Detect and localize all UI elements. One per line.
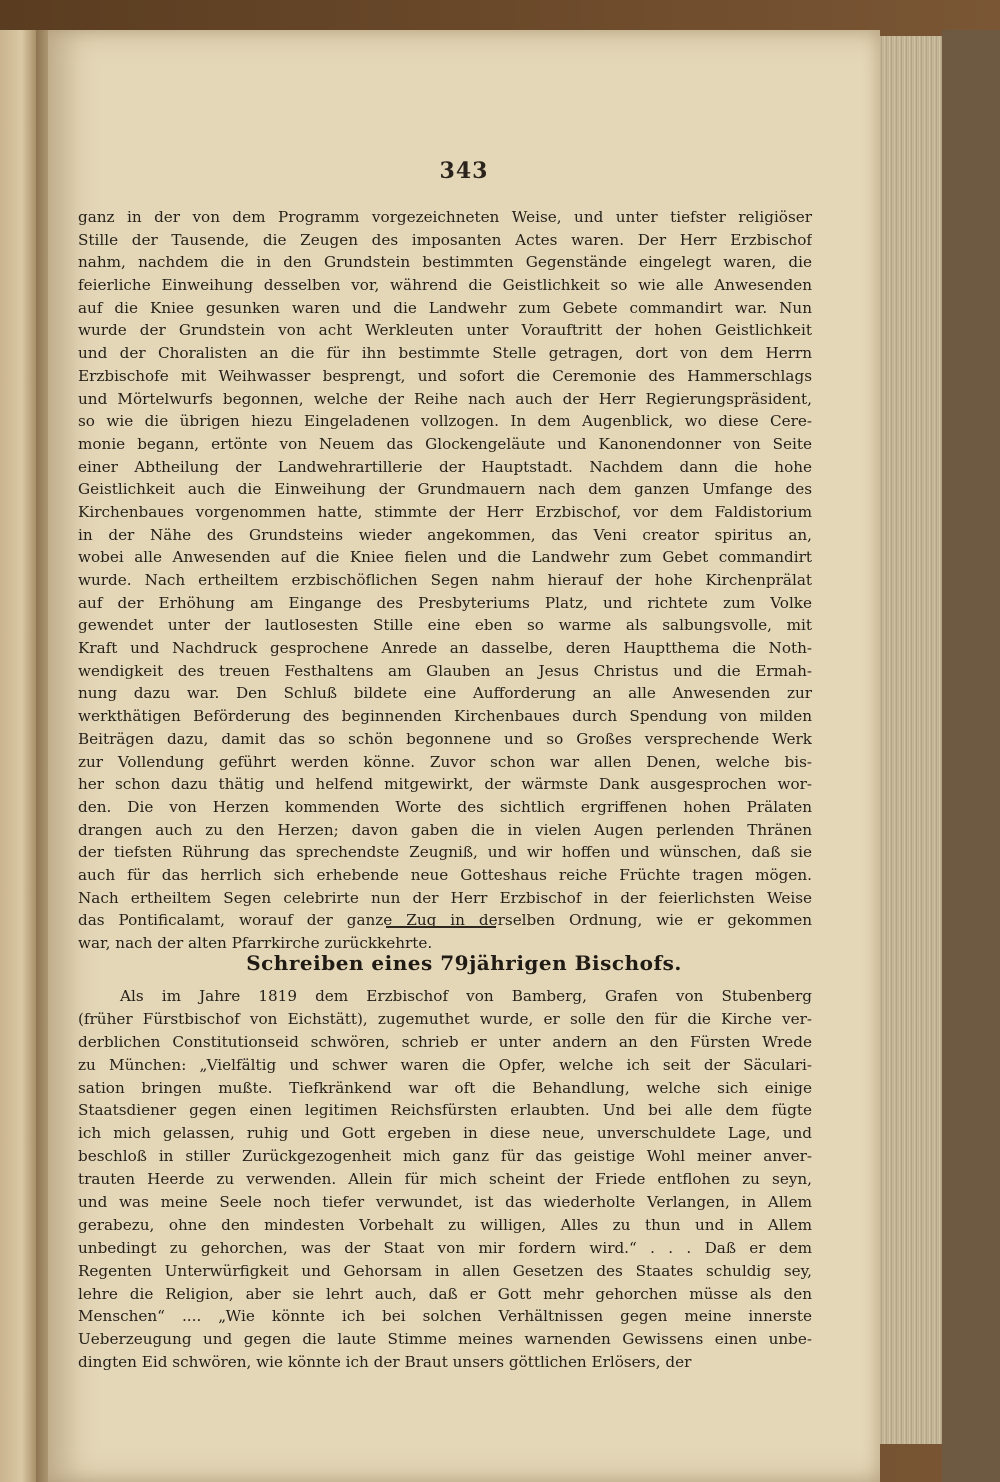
text-line: Erzbischofe mit Weihwasser besprengt, und sofort die Ceremonie des Hammerschlags [78,366,812,385]
text-line: Ueberzeugung und gegen die laute Stimme meines warnenden Gewissens einen unbe- [78,1330,812,1349]
text-line: Regenten Unterwürfigkeit und Gehorsam in allen Gesetzen des Staates schuldig sey, [78,1261,812,1280]
page-number: 343 [439,158,489,184]
text-line: zur Vollendung geführt werden könne. Zuvor schon war allen Denen, welche bis- [78,752,812,771]
text-line: drangen auch zu den Herzen; davon gaben die in vielen Augen perlenden Thränen [78,820,812,839]
text-line: Kraft und Nachdruck gesprochene Anrede an dasselbe, deren Hauptthema die Noth- [78,639,812,658]
text-line: trauten Heerde zu verwenden. Allein für mich scheint der Friede entflohen zu seyn, [78,1170,812,1189]
text-line: der tiefsten Rührung das sprechendste Zeugniß, und wir hoffen und wünschen, daß sie [78,843,812,862]
text-line: dingten Eid schwören, wie könnte ich der Braut unsers göttlichen Erlösers, der [78,1353,692,1372]
text-line: Staatsdiener gegen einen legitimen Reichsfürsten erlaubten. Und bei alle dem fügte [78,1101,812,1120]
text-line: Nach ertheiltem Segen celebrirte nun der Herr Erzbischof in der feierlichsten Weise [78,888,812,907]
text-line: so wie die übrigen hiezu Eingeladenen vollzogen. In dem Augenblick, wo diese Cere- [78,412,812,431]
text-line: unbedingt zu gehorchen, was der Staat von mir fordern wird.“ . . . Daß er dem [78,1238,812,1257]
text-line: wurde der Grundstein von acht Werkleuten unter Vorauftritt der hohen Geistlichkeit [78,321,812,340]
text-line: auf der Erhöhung am Eingange des Presbyteriums Platz, und richtete zum Volke [78,593,812,612]
text-line: in der Nähe des Grundsteins wieder angekommen, das Veni creator spiritus an, [78,525,812,544]
text-line: (früher Fürstbischof von Eichstätt), zugemuthet wurde, er solle den für die Kirche ver- [78,1009,812,1028]
text-line: Menschen“ .... „Wie könnte ich bei solchen Verhältnissen gegen meine innerste [78,1307,812,1326]
text-line: gewendet unter der lautlosesten Stille eine eben so warme als salbungsvolle, mit [78,616,812,635]
text-line: und der Choralisten an die für ihn bestimmte Stelle getragen, dort von dem Herrn [78,344,812,363]
text-line: und Mörtelwurfs begonnen, welche der Reihe nach auch der Herr Regierungspräsident, [78,389,812,408]
text-line: zu München: „Vielfältig und schwer waren die Opfer, welche ich seit der Säculari- [78,1055,812,1074]
text-line: werkthätigen Beförderung des beginnenden Kirchenbaues durch Spendung von milden [78,707,812,726]
text-line: auf die Kniee gesunken waren und die Landwehr zum Gebete commandirt war. Nun [78,298,812,317]
text-line: ich mich gelassen, ruhig und Gott ergeben in diese neue, unverschuldete Lage, und [78,1124,812,1143]
text-line: gerabezu, ohne den mindesten Vorbehalt zu willigen, Alles zu thun und in Allem [78,1215,812,1234]
book-page [48,30,880,1482]
text-line: ganz in der von dem Programm vorgezeichneten Weise, und unter tiefster religiöser [78,208,812,226]
text-line: beschloß in stiller Zurückgezogenheit mich ganz für das geistige Wohl meiner anver- [78,1147,812,1166]
text-line: Kirchenbaues vorgenommen hatte, stimmte der Herr Erzbischof, vor dem Faldistorium [78,502,812,521]
text-line: wobei alle Anwesenden auf die Kniee fielen und die Landwehr zum Gebet commandirt [78,548,812,567]
article-heading: Schreiben eines 79jährigen Bischofs. [246,951,682,975]
text-line: feierliche Einweihung desselben vor, während die Geistlichkeit so wie alle Anwesenden [78,276,812,295]
text-line: wurde. Nach ertheiltem erzbischöflichen Segen nahm hierauf der hohe Kirchenprälat [78,571,812,589]
text-line: war, nach der alten Pfarrkirche zurückkehrte. [78,934,433,952]
book-cover-edge [942,30,1000,1482]
article-continuation-text [78,206,812,955]
text-line: Geistlichkeit auch die Einweihung der Grundmauern nach dem ganzen Umfange des [78,480,812,499]
text-line: Als im Jahre 1819 dem Erzbischof von Bamberg, Grafen von Stubenberg [120,987,812,1005]
text-line: den. Die von Herzen kommenden Worte des sichtlich ergriffenen hohen Prälaten [78,797,812,816]
text-line: und was meine Seele noch tiefer verwundet, ist das wiederholte Verlangen, in Allem [78,1193,812,1212]
text-line: her schon dazu thätig und helfend mitgewirkt, der wärmste Dank ausgesprochen wor- [78,775,812,794]
text-line: monie begann, ertönte von Neuem das Glockengeläute und Kanonendonner von Seite [78,434,812,453]
text-line: lehre die Religion, aber sie lehrt auch, daß er Gott mehr gehorchen müsse als den [78,1284,812,1303]
text-line: sation bringen mußte. Tiefkränkend war oft die Behandlung, welche sich einige [78,1078,812,1097]
section-divider [386,926,496,928]
previous-page-edge [0,30,38,1482]
text-line: einer Abtheilung der Landwehrartillerie der Hauptstadt. Nachdem dann die hohe [78,457,812,476]
text-line: wendigkeit des treuen Festhaltens am Glauben an Jesus Christus und die Ermah- [78,661,812,680]
text-line: Beiträgen dazu, damit das so schön begonnene und so Großes versprechende Werk [78,729,812,748]
text-line: derblichen Constitutionseid schwören, schrieb er unter andern an den Fürsten Wrede [78,1032,812,1051]
text-line: auch für das herrlich sich erhebende neue Gotteshaus reiche Früchte tragen mögen. [78,865,812,884]
text-line: nung dazu war. Den Schluß bildete eine Aufforderung an alle Anwesenden zur [78,684,812,703]
text-line: Stille der Tausende, die Zeugen des imposanten Actes waren. Der Herr Erzbischof [78,230,812,249]
text-line: das Pontificalamt, worauf der ganze Zug in derselben Ordnung, wie er gekommen [78,911,812,930]
letter-article-text [78,985,812,1374]
text-line: nahm, nachdem die in den Grundstein bestimmten Gegenstände eingelegt waren, die [78,253,812,272]
